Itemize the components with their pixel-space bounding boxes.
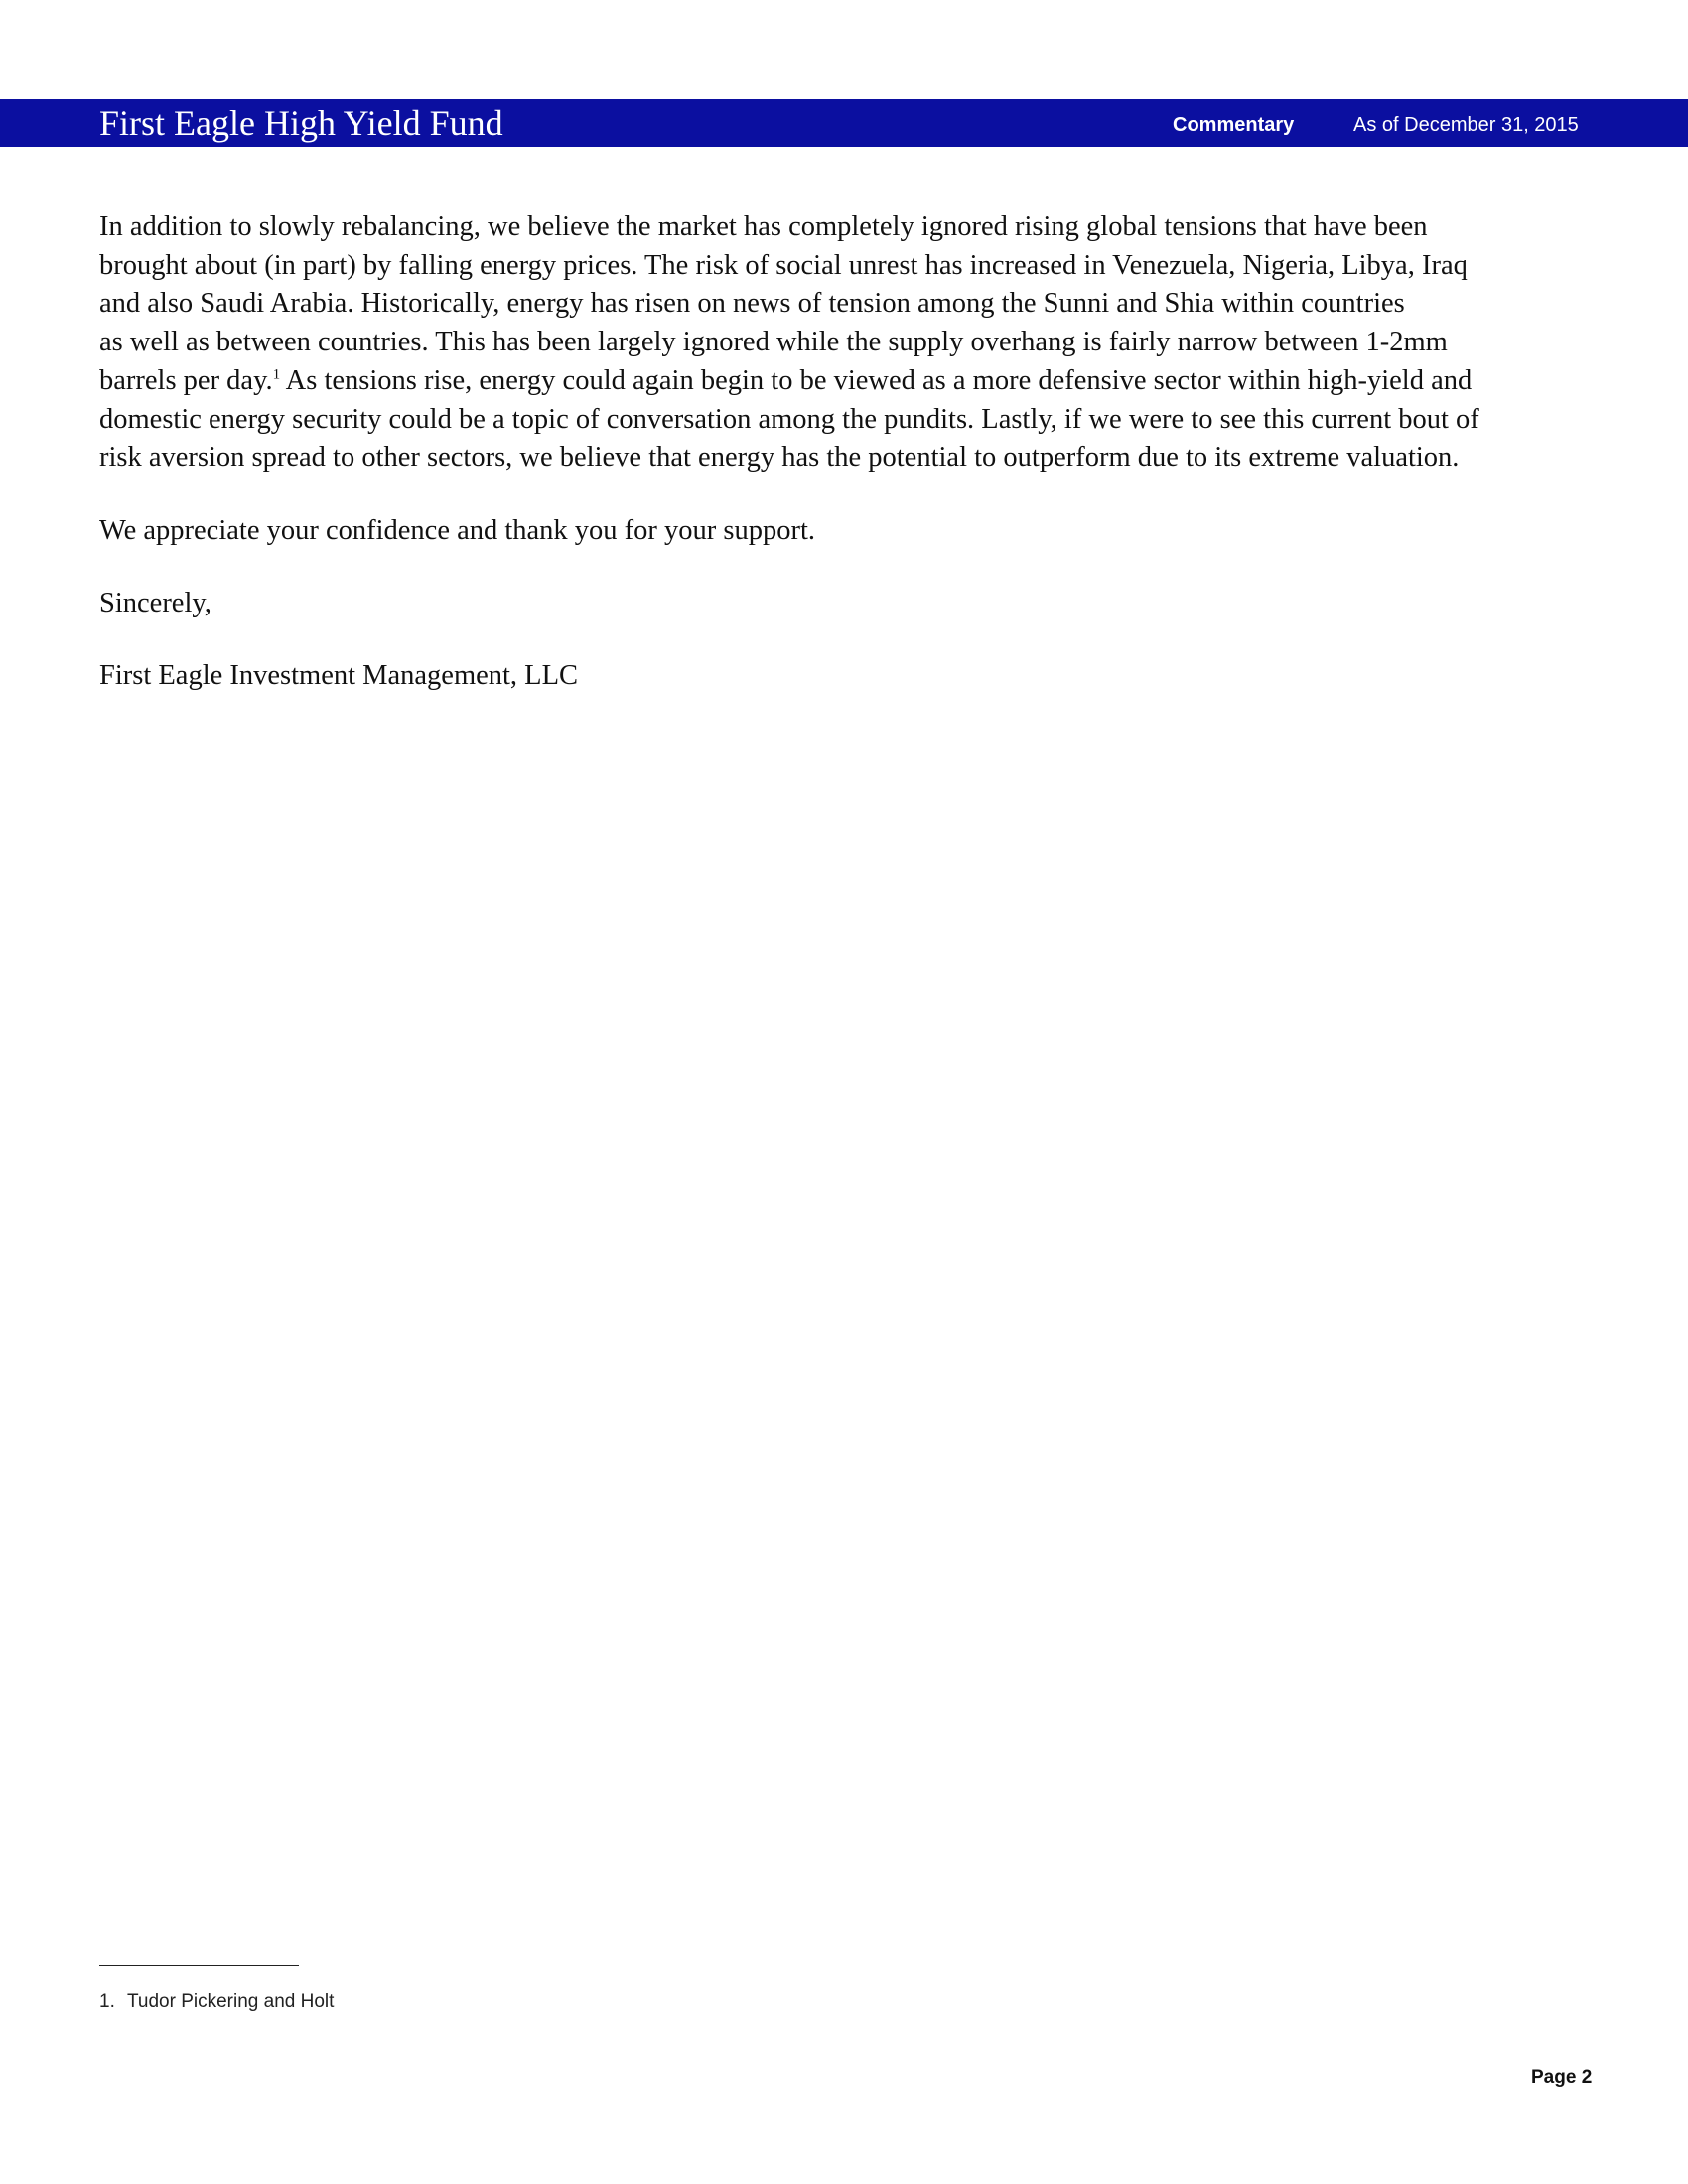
text-line: as well as between countries. This has been largely ignored while the supply overhang is fairly narrow between 1-2mm [99, 327, 1448, 358]
page-number: Page 2 [1531, 2067, 1593, 2088]
closing-salutation: Sincerely, [99, 588, 211, 618]
paragraph-energy-outlook [99, 208, 1594, 478]
footnote [99, 1990, 334, 2014]
footnote-text: Tudor Pickering and Holt [127, 1991, 335, 2012]
text-line: risk aversion spread to other sectors, we believe that energy has the potential to outperform due to its extreme valuation. [99, 442, 1460, 474]
text-segment: As tensions rise, energy could again begin to be viewed as a more defensive sector within high-yield and [280, 364, 1473, 396]
footnote-divider [99, 1965, 299, 1966]
fund-title: First Eagle High Yield Fund [99, 103, 503, 143]
text-line: domestic energy security could be a topic of conversation among the pundits. Lastly, if we were to see this current bout of [99, 403, 1479, 435]
text-line: and also Saudi Arabia. Historically, energy has risen on news of tension among the Sunni and Shia within countries [99, 288, 1405, 320]
document-type-label: Commentary [1173, 114, 1295, 136]
text-segment: barrels per day. [99, 364, 273, 396]
as-of-date: As of December 31, 2015 [1353, 114, 1579, 136]
text-line: brought about (in part) by falling energy prices. The risk of social unrest has increased in Venezuela, Nigeria, Libya, Iraq [99, 249, 1468, 281]
footnote-number: 1. [99, 1991, 115, 2012]
text-line: In addition to slowly rebalancing, we believe the market has completely ignored rising global tensions that have been [99, 211, 1428, 242]
footnote-reference[interactable]: 1 [272, 366, 281, 383]
text-line [99, 362, 1594, 401]
paragraph-appreciation: We appreciate your confidence and thank you for your support. [99, 515, 816, 546]
signature: First Eagle Investment Management, LLC [99, 660, 579, 691]
